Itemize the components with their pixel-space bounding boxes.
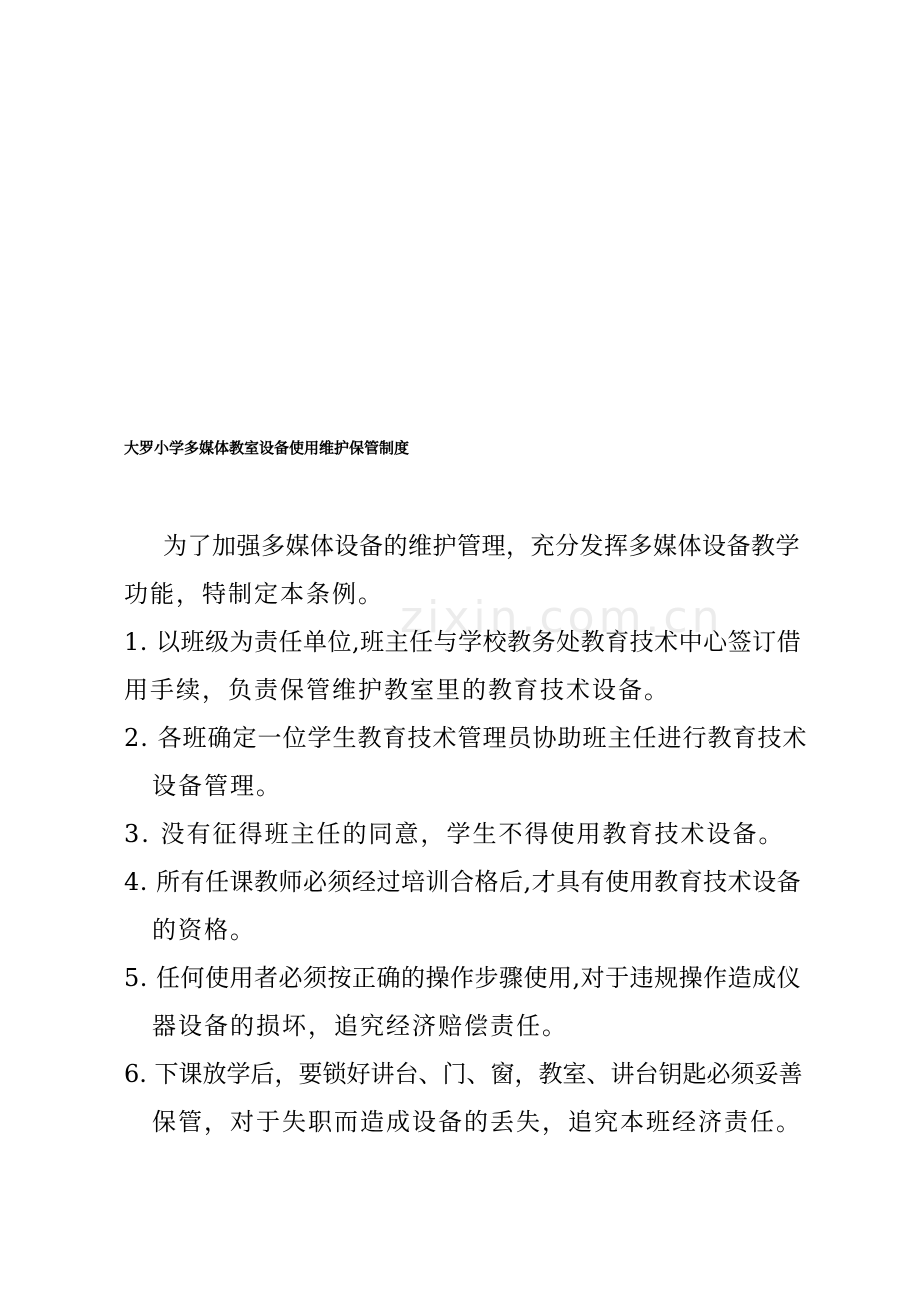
list-item-1-continued: 用手续，负责保管维护教室里的教育技术设备。 (124, 676, 670, 704)
list-item-2 (124, 722, 808, 754)
list-item-number: 4. (124, 868, 148, 896)
list-item-number: 2. (124, 724, 149, 752)
document-title: 大罗小学多媒体教室设备使用维护保管制度 (124, 439, 410, 457)
list-item-text: 以班级为责任单位,班主任与学校教务处教育技术中心签订借 (156, 628, 802, 656)
list-item-2-continued: 设备管理。 (152, 772, 282, 800)
list-item-text: 各班确定一位学生教育技术管理员协助班主任进行教育技术 (157, 724, 808, 752)
intro-line-2: 功能，特制定本条例。 (124, 580, 384, 608)
list-item-text: 任何使用者必须按正确的操作步骤使用,对于违规操作造成仪 (156, 964, 802, 992)
list-item-1 (124, 626, 801, 658)
list-item-5-continued: 器设备的损坏，追究经济赔偿责任。 (152, 1012, 568, 1040)
list-item-number: 1. (124, 628, 148, 656)
list-item-number: 3. (124, 820, 151, 848)
list-item-number: 6. (124, 1060, 147, 1088)
list-item-text: 下课放学后，要锁好讲台、门、窗，教室、讲台钥匙必须妥善 (154, 1060, 803, 1088)
list-item-6-continued: 保管，对于失职而造成设备的丢失，追究本班经济责任。 (152, 1108, 802, 1136)
watermark: zixin.com.cn (400, 592, 724, 643)
list-item-6 (124, 1058, 803, 1090)
list-item-4-continued: 的资格。 (152, 916, 256, 944)
list-item-number: 5. (124, 964, 148, 992)
list-item-text: 所有任课教师必须经过培训合格后,才具有使用教育技术设备 (156, 868, 802, 896)
intro-line-1: 为了加强多媒体设备的维护管理，充分发挥多媒体设备教学 (163, 532, 800, 560)
list-item-4 (124, 866, 801, 898)
list-item-5 (124, 962, 801, 994)
list-item-text: 没有征得班主任的同意，学生不得使用教育技术设备。 (160, 820, 785, 848)
list-item-3 (124, 818, 785, 850)
